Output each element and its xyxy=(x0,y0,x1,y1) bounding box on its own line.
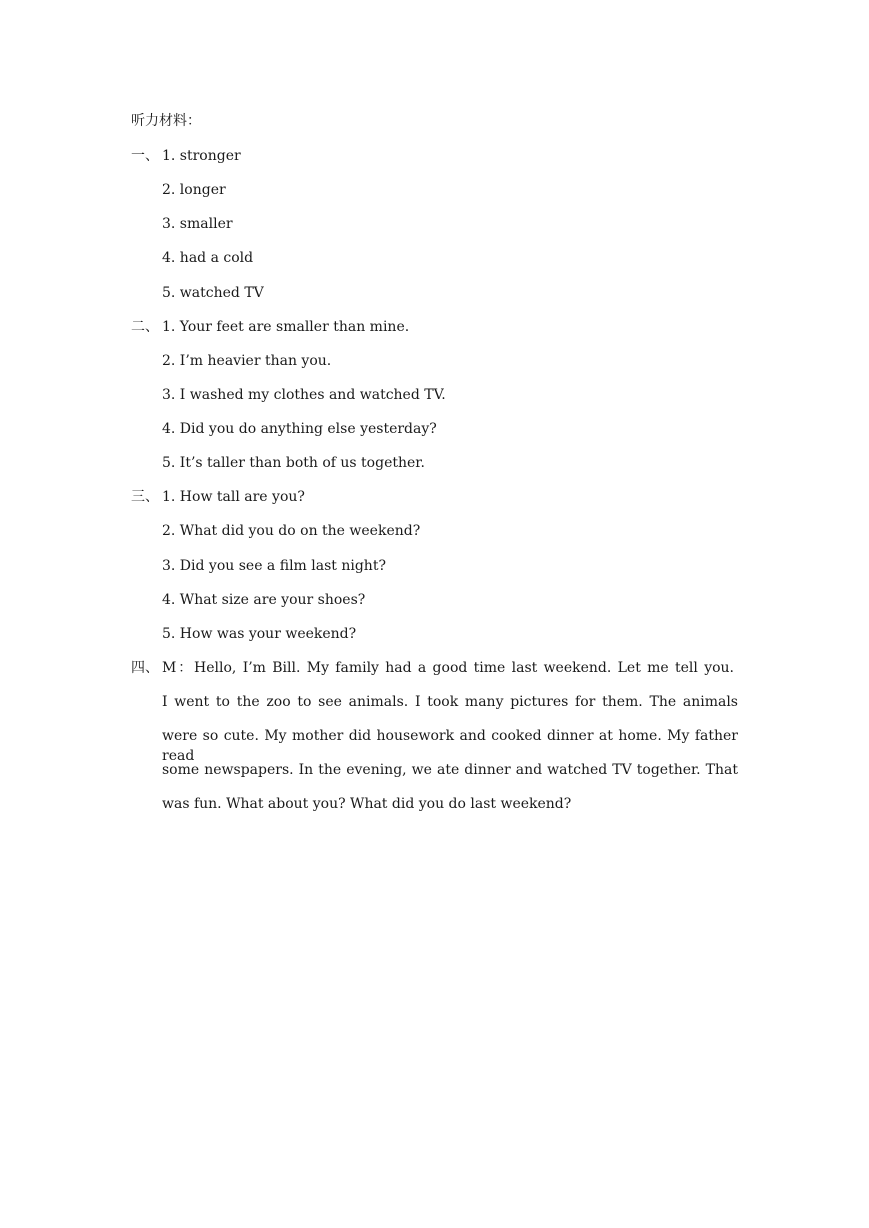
section-1-item-3: 3. smaller xyxy=(162,216,233,232)
section-4-line-3: were so cute. My mother did housework and cooked dinner at home. My father read xyxy=(162,728,738,764)
section-2-item-4: 4. Did you do anything else yesterday? xyxy=(162,421,437,437)
section-3-item-2: 2. What did you do on the weekend? xyxy=(162,523,421,539)
section-4-line-5: was fun. What about you? What did you do last weekend? xyxy=(162,796,572,812)
section-3-item-1: 1. How tall are you? xyxy=(162,489,305,505)
section-3-item-4: 4. What size are your shoes? xyxy=(162,592,366,608)
section-2-item-5: 5. It’s taller than both of us together. xyxy=(162,455,425,471)
section-1-item-5: 5. watched TV xyxy=(162,285,264,301)
section-1-item-4: 4. had a cold xyxy=(162,250,254,266)
section-2-item-2: 2. I’m heavier than you. xyxy=(162,353,332,369)
section-1-marker: 一、 xyxy=(131,148,159,164)
section-2-item-1: 1. Your feet are smaller than mine. xyxy=(162,319,410,335)
section-3-item-3: 3. Did you see a film last night? xyxy=(162,558,386,574)
section-4-line-2: I went to the zoo to see animals. I took many pictures for them. The animals xyxy=(162,694,738,710)
section-4-line-1: M：Hello, I’m Bill. My family had a good time last weekend. Let me tell you. xyxy=(162,660,734,676)
section-1-item-2: 2. longer xyxy=(162,182,226,198)
section-3-marker: 三、 xyxy=(131,489,159,505)
section-2-item-3: 3. I washed my clothes and watched TV. xyxy=(162,387,446,403)
section-4-marker: 四、 xyxy=(131,660,159,676)
section-4-line-4: some newspapers. In the evening, we ate dinner and watched TV together. That xyxy=(162,762,738,778)
section-1-item-1: 1. stronger xyxy=(162,148,241,164)
section-2-marker: 二、 xyxy=(131,319,159,335)
page-heading: 听力材料： xyxy=(131,113,201,129)
section-3-item-5: 5. How was your weekend? xyxy=(162,626,357,642)
